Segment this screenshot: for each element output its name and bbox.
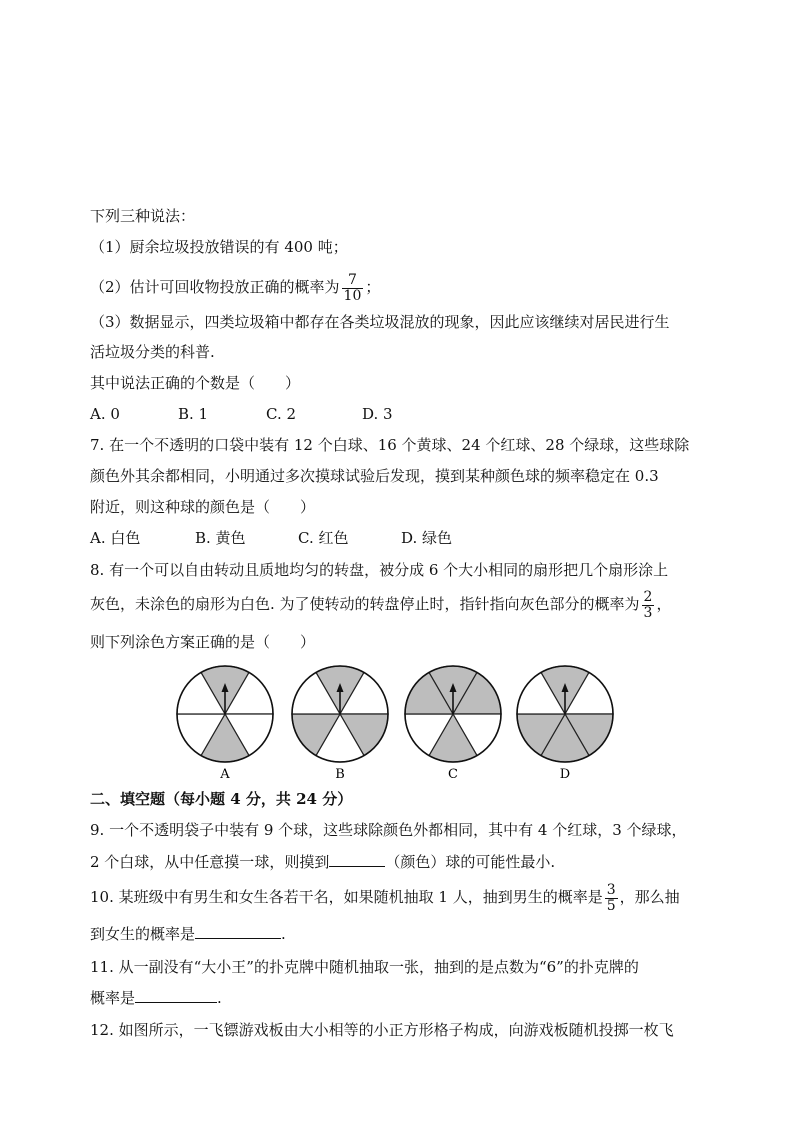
q10-answer-blank[interactable] <box>195 924 281 939</box>
fraction-numerator: 2 <box>643 588 653 605</box>
q8-line3: 则下列涂色方案正确的是（ ） <box>90 633 316 651</box>
wheel-label[interactable]: D <box>559 767 571 782</box>
fraction-numerator: 3 <box>606 881 616 898</box>
q11-answer-blank[interactable] <box>135 988 217 1003</box>
q11-line2-end: . <box>217 989 222 1007</box>
spinner-options-figure <box>170 662 620 784</box>
statement-3-line1: （3）数据显示，四类垃圾箱中都存在各类垃圾混放的现象，因此应该继续对居民进行生 <box>90 313 670 331</box>
fraction-3-5 <box>605 883 618 914</box>
intro-text: 下列三种说法： <box>90 207 196 225</box>
q7-options <box>90 528 452 548</box>
q11-line2 <box>90 988 222 1008</box>
fraction-denominator: 3 <box>643 604 653 621</box>
wheel-label[interactable]: B <box>335 767 345 782</box>
statement-2-text: （2）估计可回收物投放正确的概率为 <box>90 278 340 296</box>
q10-line1-text: 10. 某班级中有男生和女生各若干名，如果随机抽取 1 人，抽到男生的概率是 <box>90 888 603 906</box>
q6-prompt: 其中说法正确的个数是（ ） <box>90 374 301 392</box>
q9-answer-blank[interactable] <box>329 852 385 867</box>
q7-line3: 附近，则这种球的颜色是（ ） <box>90 498 316 516</box>
fraction-2-3 <box>642 590 655 621</box>
q6-option-d[interactable]: D. 3 <box>362 405 393 423</box>
q6-option-c[interactable]: C. 2 <box>266 405 297 423</box>
q6-options <box>90 404 393 424</box>
q9-line2-text: 2 个白球，从中任意摸一球，则摸到 <box>90 853 330 871</box>
q10-line2 <box>90 924 286 944</box>
wheel-label[interactable]: A <box>220 767 230 782</box>
fraction-numerator: 7 <box>342 273 364 289</box>
q9-line2 <box>90 852 555 872</box>
q7-option-b[interactable]: B. 黄色 <box>195 529 246 547</box>
wheel-label[interactable]: C <box>448 767 458 782</box>
fraction-denominator: 5 <box>606 897 616 914</box>
q6-option-a[interactable]: A. 0 <box>90 405 120 423</box>
q11-line2-text: 概率是 <box>90 989 136 1007</box>
q6-option-b[interactable]: B. 1 <box>178 405 209 423</box>
q7-option-c[interactable]: C. 红色 <box>298 529 349 547</box>
statement-2 <box>90 268 380 306</box>
q10-line2-text: 到女生的概率是 <box>90 925 196 943</box>
statement-3-line2: 活垃圾分类的科普. <box>90 343 215 361</box>
section-2-title: 二、填空题（每小题 4 分，共 24 分） <box>90 790 353 808</box>
q7-option-d[interactable]: D. 绿色 <box>401 529 453 547</box>
q9-line2-end: （颜色）球的可能性最小. <box>385 853 556 871</box>
q11-line1: 11. 从一副没有“大小王”的扑克牌中随机抽取一张，抽到的是点数为“6”的扑克牌的 <box>90 958 639 976</box>
statement-1: （1）厨余垃圾投放错误的有 400 吨； <box>90 238 348 256</box>
q7-line2: 颜色外其余都相同，小明通过多次摸球试验后发现，摸到某种颜色球的频率稳定在 0.3 <box>90 467 659 485</box>
q7-line1: 7. 在一个不透明的口袋中装有 12 个白球、16 个黄球、24 个红球、28 个绿球，这些球除 <box>90 436 690 454</box>
q8-line2-text: 灰色，未涂色的扇形为白色. 为了使转动的转盘停止时，指针指向灰色部分的概率为 <box>90 595 640 613</box>
q10-line1 <box>90 878 680 916</box>
fraction-7-10 <box>342 273 364 304</box>
fraction-denominator: 10 <box>343 287 362 304</box>
q10-line1-end: ，那么抽 <box>619 888 680 906</box>
statement-2-end: ； <box>365 278 381 296</box>
q8-line2 <box>90 585 671 623</box>
q8-line2-end: ， <box>656 595 672 613</box>
q9-line1: 9. 一个不透明袋子中装有 9 个球，这些球除颜色外都相同，其中有 4 个红球，3 个绿球， <box>90 821 687 839</box>
q10-line2-end: . <box>281 925 286 943</box>
q12-line1: 12. 如图所示，一飞镖游戏板由大小相等的小正方形格子构成，向游戏板随机投掷一枚飞 <box>90 1021 674 1039</box>
q7-option-a[interactable]: A. 白色 <box>90 529 141 547</box>
q8-line1: 8. 有一个可以自由转动且质地均匀的转盘，被分成 6 个大小相同的扇形把几个扇形涂上 <box>90 561 669 579</box>
